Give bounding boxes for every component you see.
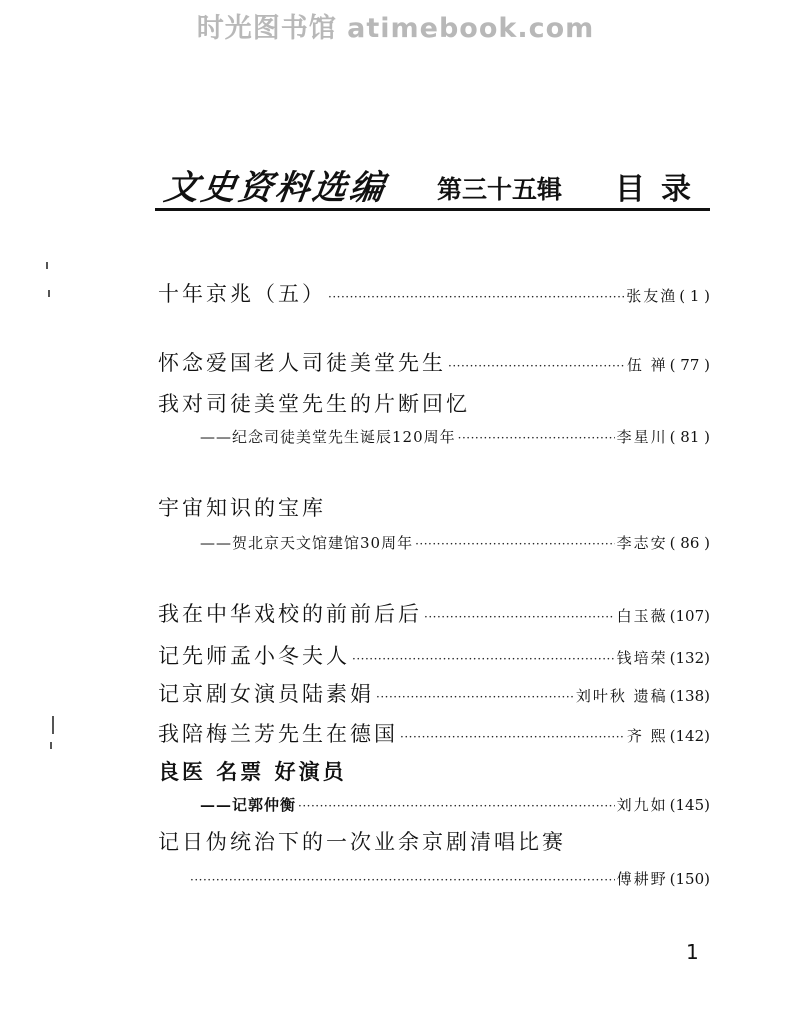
toc-entry-subtitle[interactable]	[158, 868, 710, 889]
toc-entry-subtitle[interactable]	[158, 794, 710, 815]
entry-author: 伍 禅	[626, 356, 668, 374]
entry-page: (142)	[669, 727, 710, 745]
entry-title: 怀念爱国老人司徒美堂先生	[158, 351, 446, 375]
entry-author: 张友渔	[626, 287, 678, 305]
leader-dots	[458, 431, 615, 445]
entry-page: (150)	[669, 870, 710, 888]
entry-author: 刘九如	[616, 796, 668, 814]
volume-label: 第三十五辑	[437, 175, 563, 204]
leader-dots	[376, 690, 574, 704]
entry-author: 白玉薇	[616, 607, 668, 625]
page-header	[155, 160, 710, 211]
toc-entry-subtitle[interactable]	[158, 532, 710, 553]
entry-title[interactable]: 宇宙知识的宝库	[158, 496, 326, 520]
scan-speck	[46, 262, 48, 269]
leader-dots	[352, 652, 615, 666]
scan-speck	[48, 290, 50, 297]
entry-subtitle: ——纪念司徒美堂先生诞辰120周年	[200, 428, 456, 446]
scan-speck	[50, 742, 52, 749]
toc-entry[interactable]	[158, 598, 710, 628]
toc-entry[interactable]	[158, 678, 710, 708]
entry-author: 李星川	[616, 428, 668, 446]
watermark: 时光图书馆 atimebook.com	[196, 13, 595, 44]
entry-title[interactable]: 良医 名票 好演员	[158, 759, 347, 784]
toc-heading: 目录	[615, 172, 707, 207]
toc-entry[interactable]	[158, 718, 710, 748]
toc-entry[interactable]	[158, 278, 710, 308]
entry-title: 十年京兆（五）	[158, 282, 326, 306]
entry-page: (132)	[669, 649, 710, 667]
entry-author: 钱培荣	[616, 649, 668, 667]
page-number: 1	[686, 940, 699, 964]
entry-page: (138)	[669, 687, 710, 705]
entry-title: 我在中华戏校的前前后后	[158, 602, 422, 626]
toc-entry[interactable]	[158, 640, 710, 670]
entry-page: ( 1 )	[679, 287, 710, 305]
leader-dots	[328, 290, 624, 304]
entry-title: 记先师孟小冬夫人	[158, 644, 350, 668]
entry-author: 刘叶秋 遗稿	[575, 687, 668, 705]
leader-dots	[448, 359, 625, 373]
leader-dots	[298, 799, 615, 813]
leader-dots	[400, 730, 625, 744]
entry-page: (107)	[669, 607, 710, 625]
entry-page: ( 86 )	[669, 534, 710, 552]
series-title: 文史资料选编	[161, 168, 390, 208]
entry-page: (145)	[669, 796, 710, 814]
entry-page: ( 77 )	[669, 356, 710, 374]
leader-dots	[415, 537, 615, 551]
leader-dots	[424, 610, 615, 624]
toc-entry[interactable]	[158, 347, 710, 377]
entry-author: 傅耕野	[616, 870, 668, 888]
entry-subtitle: ——记郭仲衡	[200, 796, 297, 814]
leader-dots	[190, 873, 615, 887]
entry-title: 记京剧女演员陆素娟	[158, 682, 374, 706]
entry-title: 我陪梅兰芳先生在德国	[158, 722, 398, 746]
scan-speck	[52, 716, 54, 734]
entry-subtitle: ——贺北京天文馆建馆30周年	[200, 534, 414, 552]
entry-title[interactable]: 我对司徒美堂先生的片断回忆	[158, 392, 470, 416]
entry-page: ( 81 )	[669, 428, 710, 446]
entry-title[interactable]: 记日伪统治下的一次业余京剧清唱比赛	[158, 830, 566, 854]
toc-entry-subtitle[interactable]	[158, 426, 710, 447]
entry-author: 齐 熙	[626, 727, 668, 745]
entry-author: 李志安	[616, 534, 668, 552]
